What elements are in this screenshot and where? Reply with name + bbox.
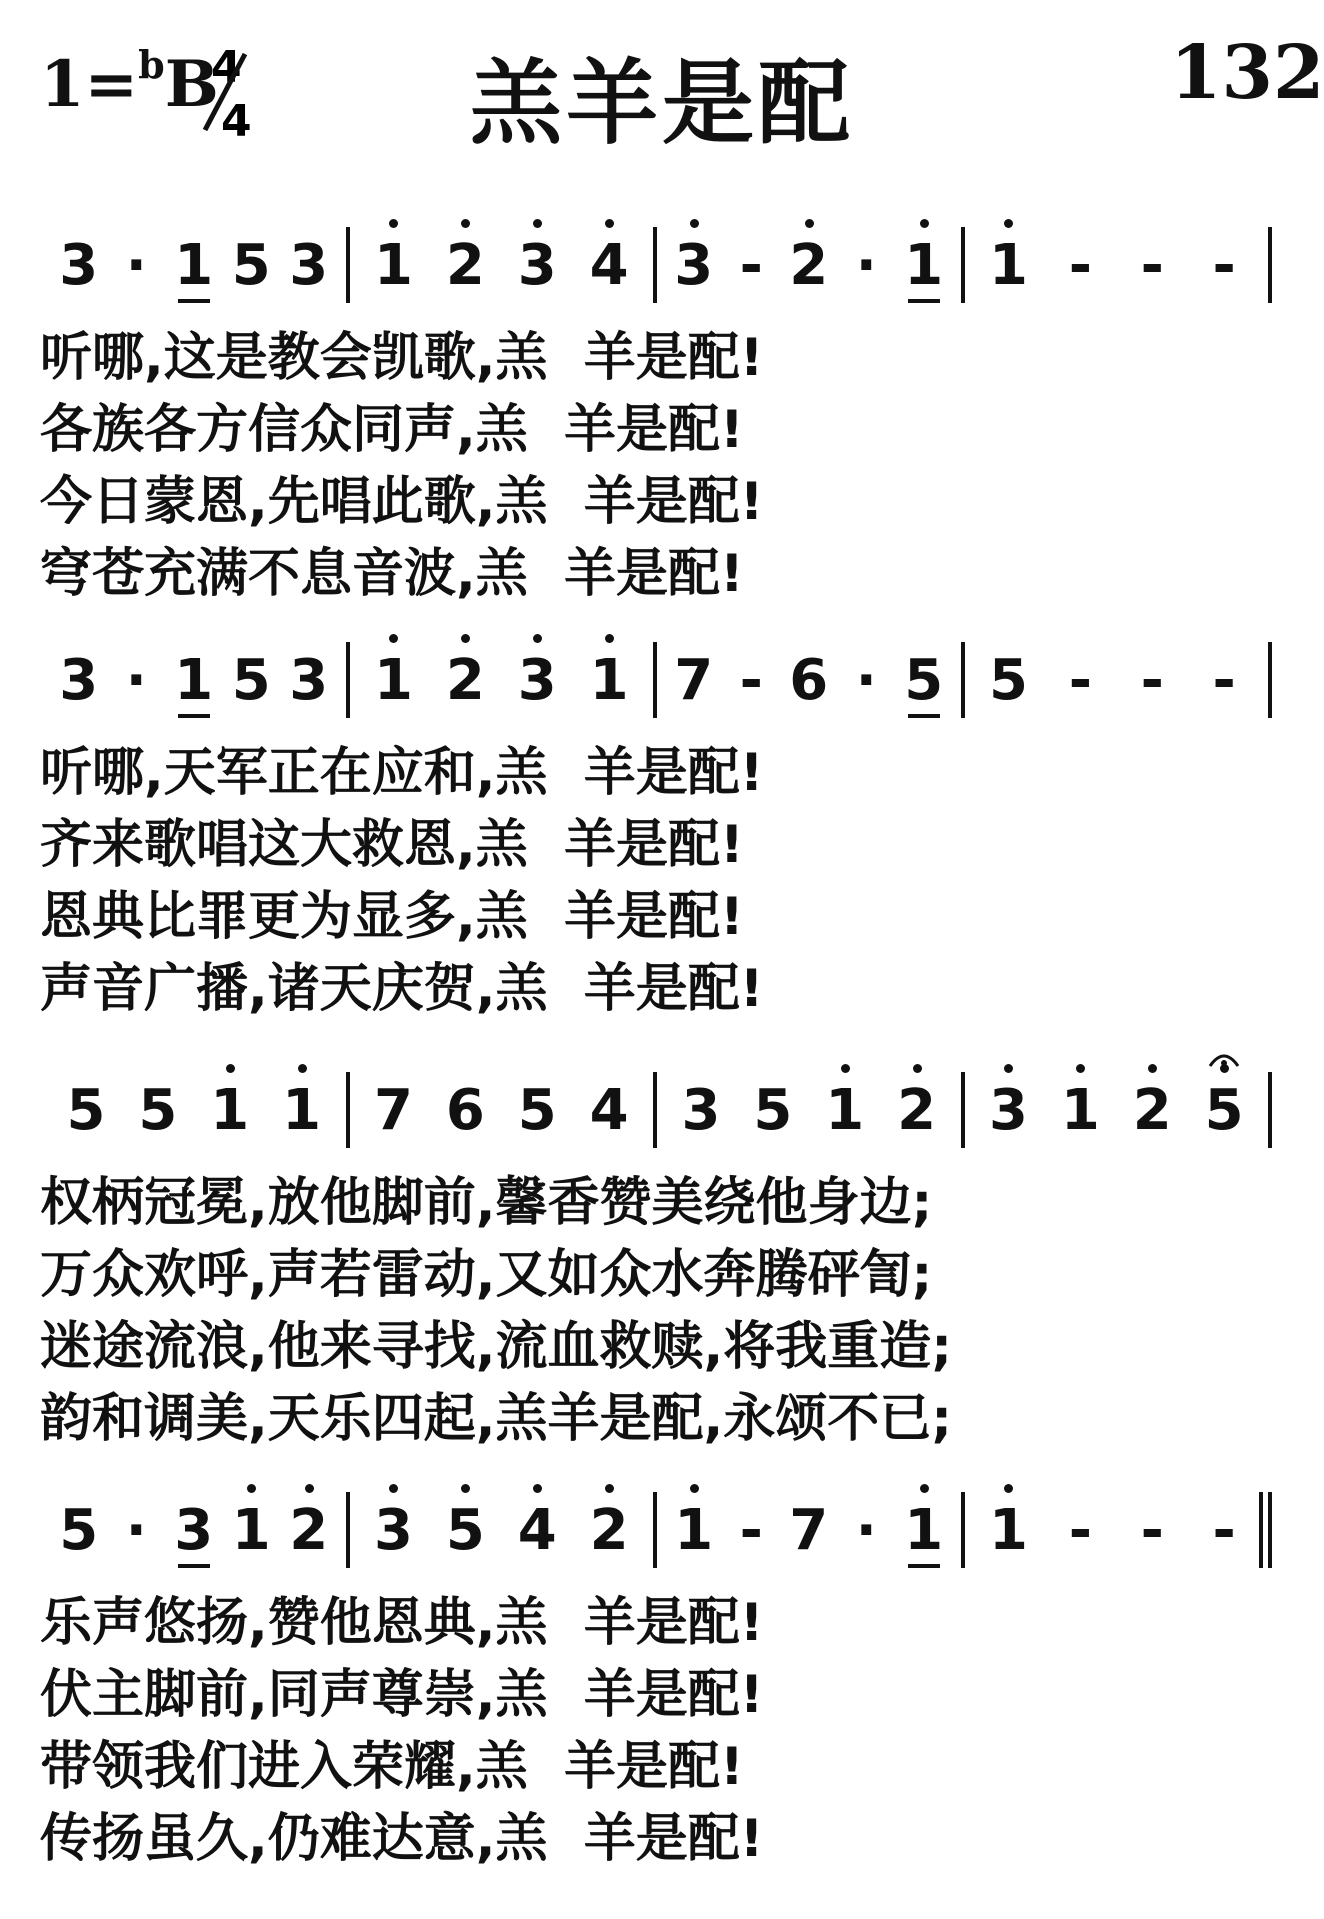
- note: 2: [1132, 1078, 1172, 1143]
- note: 5: [753, 1078, 793, 1143]
- note: 3: [174, 1498, 214, 1563]
- note: 5: [66, 1078, 106, 1143]
- note: 5: [445, 1498, 485, 1563]
- melody-line: [0, 1060, 1300, 1150]
- barline: [346, 642, 350, 718]
- note: 3: [517, 648, 557, 713]
- lyric-verse-1: 听哪,天军正在应和,羔 羊是配!: [40, 743, 764, 803]
- barline: [653, 642, 657, 718]
- note: 6: [789, 648, 829, 713]
- dash-hold: -: [1212, 1498, 1236, 1563]
- note: 2: [589, 1498, 629, 1563]
- dash-hold: -: [1068, 1498, 1092, 1563]
- dash-hold: -: [1212, 233, 1236, 298]
- eighth-underline: [178, 1564, 210, 1568]
- lyric-verse-2: 伏主脚前,同声尊崇,羔 羊是配!: [40, 1665, 764, 1725]
- high-octave-dot: [533, 219, 542, 228]
- note: 1: [282, 1078, 322, 1143]
- eighth-underline: [908, 299, 940, 303]
- eighth-underline: [178, 714, 210, 718]
- dot-augment: ·: [855, 233, 877, 298]
- note: 1: [373, 233, 413, 298]
- high-octave-dot: [389, 1484, 398, 1493]
- high-octave-dot: [533, 634, 542, 643]
- note: 1: [674, 1498, 714, 1563]
- lyric-verse-3: 今日蒙恩,先唱此歌,羔 羊是配!: [40, 472, 764, 532]
- barline: [1268, 642, 1272, 718]
- note: 1: [373, 648, 413, 713]
- note: 3: [289, 233, 329, 298]
- high-octave-dot: [1004, 1484, 1013, 1493]
- dash-hold: -: [1212, 648, 1236, 713]
- high-octave-dot: [805, 219, 814, 228]
- high-octave-dot: [461, 219, 470, 228]
- high-octave-dot: [305, 1484, 314, 1493]
- high-octave-dot: [920, 219, 929, 228]
- hymn-title: 羔羊是配: [470, 50, 855, 157]
- high-octave-dot: [226, 1064, 235, 1073]
- dash-hold: -: [739, 233, 763, 298]
- note: 7: [373, 1078, 413, 1143]
- note: 5: [59, 1498, 99, 1563]
- final-barline-inner: [1259, 1492, 1263, 1568]
- high-octave-dot: [389, 219, 398, 228]
- note: 5: [231, 648, 271, 713]
- note: 3: [289, 648, 329, 713]
- barline: [961, 1492, 965, 1568]
- high-octave-dot: [1076, 1064, 1085, 1073]
- melody-line: [0, 630, 1300, 720]
- barline: [346, 1072, 350, 1148]
- note: 1: [825, 1078, 865, 1143]
- melody-line: [0, 215, 1300, 305]
- barline: [1268, 227, 1272, 303]
- note: 4: [589, 1078, 629, 1143]
- barline: [653, 1072, 657, 1148]
- note: 1: [174, 233, 214, 298]
- note: 6: [445, 1078, 485, 1143]
- high-octave-dot: [533, 1484, 542, 1493]
- note: 1: [589, 648, 629, 713]
- time-signature: [195, 40, 255, 147]
- barline: [653, 227, 657, 303]
- note: 2: [445, 233, 485, 298]
- fermata-icon: [1207, 1046, 1241, 1068]
- dot-augment: ·: [125, 233, 147, 298]
- note: 5: [1204, 1078, 1244, 1143]
- eighth-underline: [908, 714, 940, 718]
- hymn-number: 132: [1170, 30, 1324, 116]
- meter-top: 4: [211, 42, 242, 93]
- high-octave-dot: [690, 219, 699, 228]
- high-octave-dot: [298, 1064, 307, 1073]
- lyric-verse-3: 恩典比罪更为显多,羔 羊是配!: [40, 887, 744, 947]
- note: 1: [210, 1078, 250, 1143]
- barline: [653, 1492, 657, 1568]
- note: 4: [517, 1498, 557, 1563]
- lyric-verse-2: 齐来歌唱这大救恩,羔 羊是配!: [40, 815, 744, 875]
- lyric-verse-1: 权柄冠冕,放他脚前,馨香赞美绕他身边;: [40, 1173, 933, 1233]
- lyric-verse-2: 万众欢呼,声若雷动,又如众水奔腾砰訇;: [40, 1245, 933, 1305]
- note: 4: [589, 233, 629, 298]
- high-octave-dot: [841, 1064, 850, 1073]
- high-octave-dot: [247, 1484, 256, 1493]
- note: 3: [681, 1078, 721, 1143]
- high-octave-dot: [605, 219, 614, 228]
- high-octave-dot: [690, 1484, 699, 1493]
- note: 3: [674, 233, 714, 298]
- note: 3: [373, 1498, 413, 1563]
- lyric-verse-1: 听哪,这是教会凯歌,羔 羊是配!: [40, 328, 764, 388]
- dot-augment: ·: [855, 1498, 877, 1563]
- note: 3: [517, 233, 557, 298]
- note: 5: [231, 233, 271, 298]
- note: 3: [59, 648, 99, 713]
- final-barline: [1268, 1492, 1272, 1568]
- high-octave-dot: [461, 634, 470, 643]
- high-octave-dot: [461, 1484, 470, 1493]
- key-signature: 1=$^b$B: [40, 42, 219, 122]
- dash-hold: -: [1140, 233, 1164, 298]
- high-octave-dot: [913, 1064, 922, 1073]
- high-octave-dot: [1004, 219, 1013, 228]
- lyric-verse-4: 传扬虽久,仍难达意,羔 羊是配!: [40, 1809, 764, 1869]
- dot-augment: ·: [125, 1498, 147, 1563]
- lyric-verse-1: 乐声悠扬,赞他恩典,羔 羊是配!: [40, 1593, 764, 1653]
- eighth-underline: [908, 1564, 940, 1568]
- note: 1: [988, 1498, 1028, 1563]
- barline: [346, 1492, 350, 1568]
- note: 5: [517, 1078, 557, 1143]
- barline: [346, 227, 350, 303]
- lyric-verse-4: 声音广播,诸天庆贺,羔 羊是配!: [40, 959, 764, 1019]
- note: 1: [904, 1498, 944, 1563]
- dash-hold: -: [739, 648, 763, 713]
- dot-augment: ·: [855, 648, 877, 713]
- note: 7: [789, 1498, 829, 1563]
- note: 1: [174, 648, 214, 713]
- high-octave-dot: [1148, 1064, 1157, 1073]
- note: 1: [231, 1498, 271, 1563]
- lyric-verse-3: 迷途流浪,他来寻找,流血救赎,将我重造;: [40, 1317, 953, 1377]
- note: 5: [904, 648, 944, 713]
- high-octave-dot: [605, 634, 614, 643]
- dash-hold: -: [1140, 1498, 1164, 1563]
- lyric-verse-2: 各族各方信众同声,羔 羊是配!: [40, 400, 744, 460]
- barline: [1268, 1072, 1272, 1148]
- high-octave-dot: [605, 1484, 614, 1493]
- note: 3: [59, 233, 99, 298]
- note: 5: [138, 1078, 178, 1143]
- note: 5: [988, 648, 1028, 713]
- dash-hold: -: [1140, 648, 1164, 713]
- note: 2: [789, 233, 829, 298]
- melody-line: [0, 1480, 1300, 1570]
- barline: [961, 1072, 965, 1148]
- barline: [961, 642, 965, 718]
- note: 2: [897, 1078, 937, 1143]
- dash-hold: -: [1068, 648, 1092, 713]
- note: 2: [445, 648, 485, 713]
- meter-bottom: 4: [221, 96, 252, 147]
- barline: [961, 227, 965, 303]
- note: 1: [1060, 1078, 1100, 1143]
- note: 3: [988, 1078, 1028, 1143]
- dash-hold: -: [739, 1498, 763, 1563]
- lyric-verse-4: 韵和调美,天乐四起,羔羊是配,永颂不已;: [40, 1389, 953, 1449]
- high-octave-dot: [920, 1484, 929, 1493]
- high-octave-dot: [1004, 1064, 1013, 1073]
- note: 2: [289, 1498, 329, 1563]
- lyric-verse-4: 穹苍充满不息音波,羔 羊是配!: [40, 544, 744, 604]
- note: 1: [988, 233, 1028, 298]
- dot-augment: ·: [125, 648, 147, 713]
- lyric-verse-3: 带领我们进入荣耀,羔 羊是配!: [40, 1737, 744, 1797]
- eighth-underline: [178, 299, 210, 303]
- high-octave-dot: [389, 634, 398, 643]
- note: 1: [904, 233, 944, 298]
- dash-hold: -: [1068, 233, 1092, 298]
- note: 7: [674, 648, 714, 713]
